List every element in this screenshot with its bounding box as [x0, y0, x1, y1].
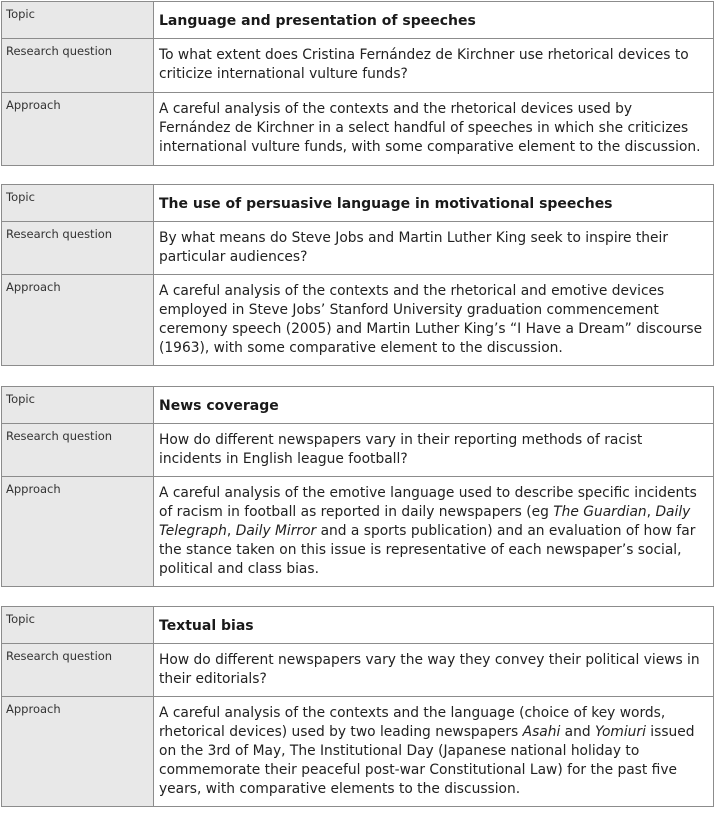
research-question-row	[2, 424, 714, 477]
topic-row	[2, 185, 714, 222]
approach-row	[2, 93, 714, 166]
approach-row	[2, 697, 714, 807]
research-question-label: Research question	[2, 39, 154, 93]
topic-table-1	[1, 1, 714, 166]
approach-row	[2, 275, 714, 366]
topic-label: Topic	[2, 607, 154, 644]
separator-text: and	[560, 724, 596, 740]
approach-label: Approach	[2, 697, 154, 807]
approach-label: Approach	[2, 477, 154, 587]
research-question-row	[2, 644, 714, 697]
approach-value: A careful analysis of the contexts and the rhetorical devices used by Fernández de Kirchner in a select handful of speeches in which she criticizes international vulture funds, with some comparative element to the discussion.	[154, 93, 714, 166]
topic-table-4	[1, 606, 714, 807]
approach-text: issued on the 3rd of May, The Institutional Day (Japanese national holiday to commemorate their peaceful post-war Constitutional Law) for the past five years, with comparative elements to the discussion.	[159, 724, 695, 797]
research-question-row	[2, 39, 714, 93]
approach-text: and a sports publication) and an evaluation of how far the stance taken on this issue is representative of each newspaper’s social, political and class bias.	[159, 523, 696, 577]
separator-text: ,	[226, 523, 236, 539]
approach-value	[154, 477, 714, 587]
newspaper-title: Asahi	[522, 724, 561, 740]
research-question-value: By what means do Steve Jobs and Martin Luther King seek to inspire their particular audiences?	[154, 222, 714, 275]
topic-table-2	[1, 184, 714, 366]
topic-value: Textual bias	[154, 607, 714, 644]
topic-row	[2, 387, 714, 424]
approach-value	[154, 697, 714, 807]
topic-label: Topic	[2, 387, 154, 424]
topic-row	[2, 2, 714, 39]
approach-label: Approach	[2, 275, 154, 366]
approach-value: A careful analysis of the contexts and the rhetorical and emotive devices employed in Steve Jobs’ Stanford University graduation commencement ceremony speech (2005) and Martin Luther King’s “I Have a Dream” discourse (1963), with some comparative element to the discussion.	[154, 275, 714, 366]
newspaper-title: Yomiuri	[595, 724, 646, 740]
topic-value: News coverage	[154, 387, 714, 424]
research-question-value: How do different newspapers vary in their reporting methods of racist incidents in English league football?	[154, 424, 714, 477]
topic-label: Topic	[2, 185, 154, 222]
topic-row	[2, 607, 714, 644]
approach-row	[2, 477, 714, 587]
research-question-label: Research question	[2, 424, 154, 477]
research-question-value: To what extent does Cristina Fernández de Kirchner use rhetorical devices to criticize international vulture funds?	[154, 39, 714, 93]
research-question-value: How do different newspapers vary the way they convey their political views in their editorials?	[154, 644, 714, 697]
research-question-row	[2, 222, 714, 275]
topic-table-3	[1, 386, 714, 587]
separator-text: ,	[646, 504, 656, 520]
newspaper-title: Daily Telegraph	[159, 504, 691, 539]
newspaper-title: Daily Mirror	[235, 523, 317, 539]
approach-text: A careful analysis of the emotive language used to describe specific incidents of racism in football as reported in daily newspapers (eg	[159, 485, 697, 520]
topic-label: Topic	[2, 2, 154, 39]
approach-label: Approach	[2, 93, 154, 166]
topic-value: Language and presentation of speeches	[154, 2, 714, 39]
research-question-label: Research question	[2, 222, 154, 275]
topic-value: The use of persuasive language in motivational speeches	[154, 185, 714, 222]
newspaper-title: The Guardian	[553, 504, 647, 520]
approach-text: A careful analysis of the contexts and the language (choice of key words, rhetorical devices) used by two leading newspapers	[159, 705, 666, 740]
research-question-label: Research question	[2, 644, 154, 697]
